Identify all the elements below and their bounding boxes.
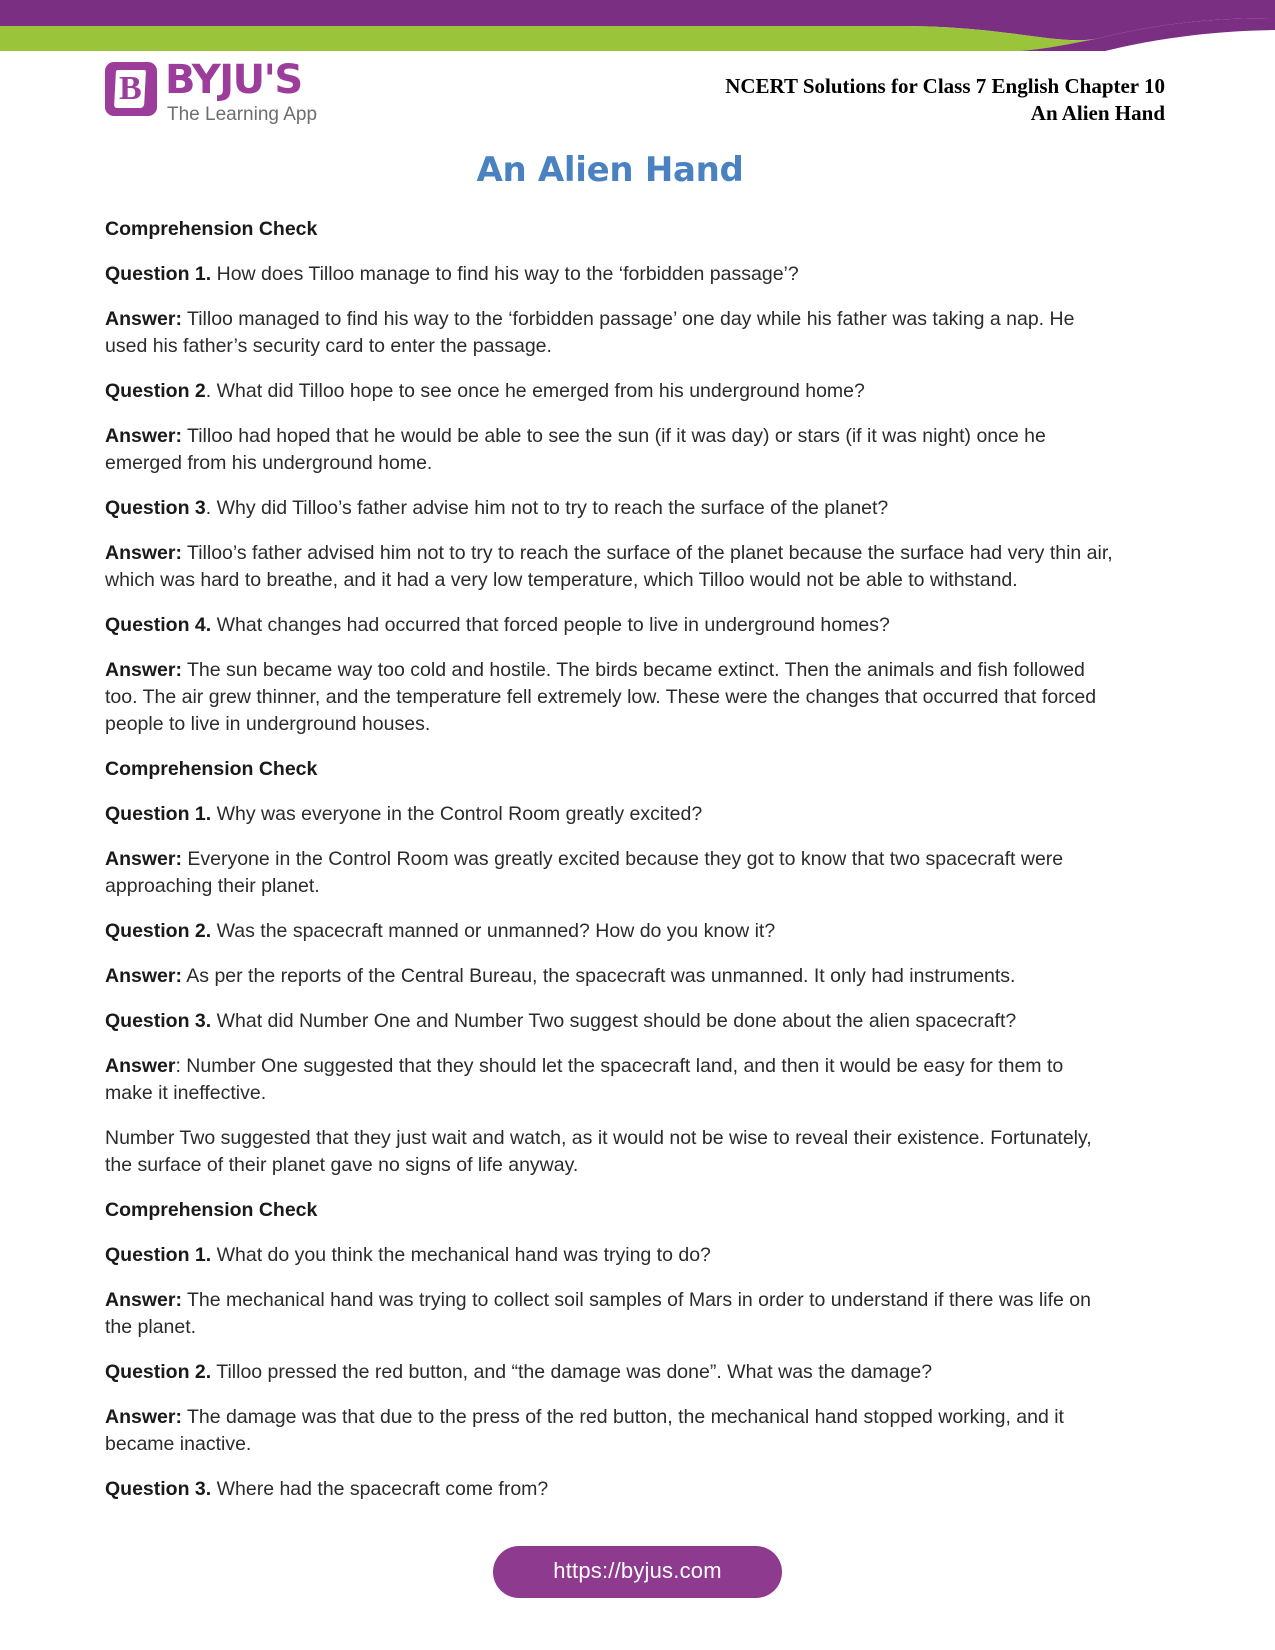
question-label: Question 4.	[105, 614, 212, 636]
green-band	[0, 26, 1100, 51]
page-footer	[0, 1546, 1275, 1598]
answer-paragraph	[105, 423, 1115, 477]
question-paragraph	[105, 1008, 1115, 1035]
answer-paragraph	[105, 1404, 1115, 1458]
banner-shapes	[0, 0, 1275, 60]
question-text: What changes had occurred that forced people to live in underground homes?	[211, 614, 890, 636]
answer-text: The sun became way too cold and hostile. The birds became extinct. Then the animals and fish followed too. The air grew thinner, and the temperature fell extremely low. These were the changes that occurred that forced people to live in underground houses.	[105, 659, 1097, 735]
document-body	[105, 150, 1115, 1521]
byjus-url-button[interactable]: https://byjus.com	[493, 1546, 781, 1598]
section-heading: Comprehension Check	[105, 218, 318, 240]
question-paragraph	[105, 918, 1115, 945]
answer-label: Answer:	[105, 848, 182, 870]
question-paragraph	[105, 1242, 1115, 1269]
answer-label: Answer:	[105, 308, 182, 330]
answer-label: Answer:	[105, 659, 182, 681]
answer-text: : Number One suggested that they should let the spacecraft land, and then it would be easy for them to make it ineffective.	[105, 1055, 1064, 1104]
question-label: Question 1.	[105, 803, 212, 825]
header-title-line2: An Alien Hand	[1030, 101, 1165, 125]
answer-text: The damage was that due to the press of the red button, the mechanical hand stopped working, and it became inactive.	[105, 1406, 1064, 1455]
question-text: How does Tilloo manage to find his way to the ‘forbidden passage’?	[211, 263, 799, 285]
question-paragraph	[105, 612, 1115, 639]
question-paragraph	[105, 261, 1115, 288]
question-label: Question 2	[105, 380, 206, 402]
question-text: Where had the spacecraft come from?	[211, 1478, 549, 1500]
question-text: What do you think the mechanical hand was trying to do?	[211, 1244, 711, 1266]
section-heading: Comprehension Check	[105, 758, 318, 780]
question-label: Question 3.	[105, 1478, 212, 1500]
question-paragraph	[105, 801, 1115, 828]
answer-label: Answer:	[105, 965, 182, 987]
question-text: Tilloo pressed the red button, and “the damage was done”. What was the damage?	[211, 1361, 933, 1383]
answer-text: Everyone in the Control Room was greatly excited because they got to know that two spacecraft were approaching their planet.	[105, 848, 1064, 897]
question-label: Question 3	[105, 497, 206, 519]
answer-paragraph	[105, 963, 1115, 990]
answer-text: The mechanical hand was trying to collect soil samples of Mars in order to understand if there was life on the planet.	[105, 1289, 1091, 1338]
answer-paragraph	[105, 657, 1115, 738]
question-text: . What did Tilloo hope to see once he emerged from his underground home?	[205, 380, 865, 402]
question-text: Why was everyone in the Control Room greatly excited?	[211, 803, 703, 825]
logo-wordmark: BYJU'S	[165, 57, 302, 103]
answer-label: Answer:	[105, 1289, 182, 1311]
header-title	[725, 73, 1165, 127]
content-blocks	[105, 216, 1115, 1503]
answer-text: Tilloo had hoped that he would be able to see the sun (if it was day) or stars (if it was night) once he emerged from his underground home.	[105, 425, 1046, 474]
answer-continuation-paragraph: Number Two suggested that they just wait and watch, as it would not be wise to reveal their existence. Fortunately, the surface of their planet gave no signs of life anyway.	[105, 1127, 1092, 1176]
question-label: Question 1.	[105, 263, 212, 285]
byjus-logo	[105, 57, 320, 135]
question-paragraph	[105, 1359, 1115, 1386]
page-title: An Alien Hand	[476, 150, 744, 190]
question-label: Question 2.	[105, 920, 212, 942]
answer-paragraph	[105, 306, 1115, 360]
answer-label: Answer:	[105, 425, 182, 447]
page-header	[0, 55, 1275, 150]
answer-label: Answer:	[105, 542, 182, 564]
answer-paragraph	[105, 1053, 1115, 1107]
answer-paragraph	[105, 1287, 1115, 1341]
answer-text: Tilloo’s father advised him not to try to reach the surface of the planet because the surface had very thin air, which was hard to breathe, and it had a very low temperature, which Tilloo would not be able to withstand.	[105, 542, 1113, 591]
answer-paragraph	[105, 540, 1115, 594]
question-text: What did Number One and Number Two suggest should be done about the alien spacecraft?	[211, 1010, 1017, 1032]
answer-label: Answer	[105, 1055, 176, 1077]
question-label: Question 3.	[105, 1010, 212, 1032]
answer-text: As per the reports of the Central Bureau, the spacecraft was unmanned. It only had instruments.	[181, 965, 1016, 987]
answer-label: Answer:	[105, 1406, 182, 1428]
byjus-logo-mark-icon	[105, 62, 157, 116]
question-text: Was the spacecraft manned or unmanned? How do you know it?	[211, 920, 776, 942]
question-label: Question 2.	[105, 1361, 212, 1383]
question-paragraph	[105, 495, 1115, 522]
decorative-top-banner	[0, 0, 1275, 60]
header-title-line1: NCERT Solutions for Class 7 English Chapter 10	[725, 74, 1165, 98]
logo-b-letter: B	[119, 70, 142, 107]
question-paragraph	[105, 378, 1115, 405]
answer-paragraph	[105, 846, 1115, 900]
question-text: . Why did Tilloo’s father advise him not to try to reach the surface of the planet?	[205, 497, 889, 519]
logo-tagline: The Learning App	[167, 104, 318, 125]
question-paragraph	[105, 1476, 1115, 1503]
section-heading: Comprehension Check	[105, 1199, 318, 1221]
answer-text: Tilloo managed to find his way to the ‘forbidden passage’ one day while his father was taking a nap. He used his father’s security card to enter the passage.	[105, 308, 1075, 357]
question-label: Question 1.	[105, 1244, 212, 1266]
